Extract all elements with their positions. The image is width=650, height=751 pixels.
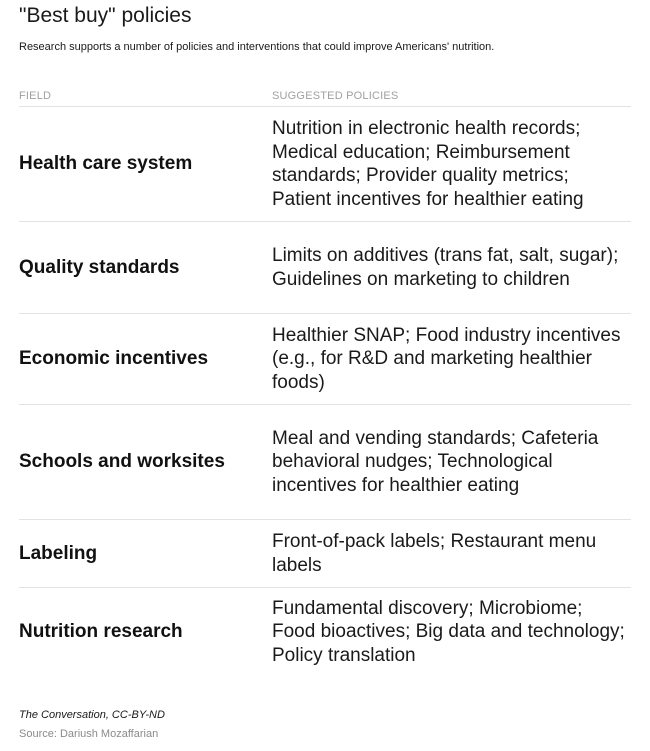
page-title: "Best buy" policies: [19, 4, 192, 27]
policies-cell: Limits on additives (trans fat, salt, sugar); Guidelines on marketing to children: [272, 245, 619, 290]
policies-cell: Healthier SNAP; Food industry incentives (e.g., for R&D and marketing healthier foods): [272, 324, 621, 393]
field-cell: Health care system: [19, 153, 193, 174]
page-subtitle: Research supports a number of policies and interventions that could improve Americans' nutrition.: [19, 41, 495, 53]
table-row-nutrition-research: [19, 587, 631, 677]
field-cell: Labeling: [19, 542, 98, 564]
policy-table: [19, 106, 631, 677]
table-row-quality-standards: [19, 221, 631, 313]
field-cell: Economic incentives: [19, 348, 209, 369]
policies-cell: Nutrition in electronic health records; Medical education; Reimbursement standards; Provider quality metrics; Patient incentives for healthier eating: [272, 118, 584, 210]
column-header-field: FIELD: [19, 90, 52, 102]
policies-cell: Meal and vending standards; Cafeteria behavioral nudges; Technological incentives for healthier eating: [272, 427, 599, 496]
field-cell: Schools and worksites: [19, 451, 225, 472]
table-row-economic-incentives: [19, 313, 631, 404]
table-row-schools-and-worksites: [19, 404, 631, 519]
field-cell: Nutrition research: [19, 621, 183, 642]
credit-line: The Conversation, CC-BY-ND: [19, 709, 165, 721]
policies-cell: Front-of-pack labels; Restaurant menu labels: [272, 531, 597, 576]
policies-cell: Fundamental discovery; Microbiome; Food bioactives; Big data and technology; Policy translation: [272, 597, 625, 666]
table-row-health-care-system: [19, 106, 631, 221]
source-line: Source: Dariush Mozaffarian: [19, 728, 159, 740]
field-cell: Quality standards: [19, 256, 180, 278]
column-header-suggested-policies: SUGGESTED POLICIES: [272, 90, 399, 102]
table-row-labeling: [19, 519, 631, 587]
